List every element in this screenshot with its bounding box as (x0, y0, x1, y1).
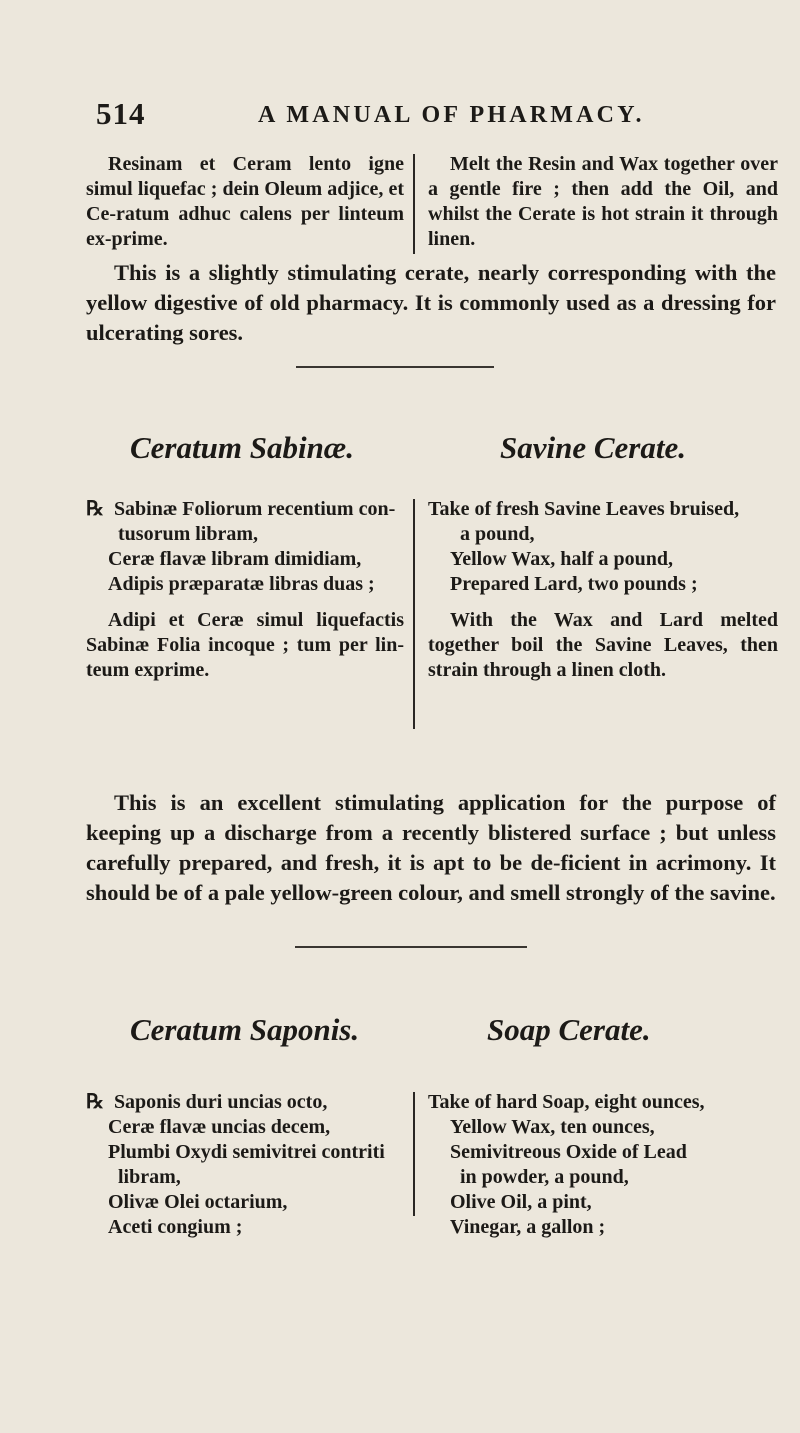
note-paragraph: This is a slightly stimulating cerate, nearly corresponding with the yellow digestive of old pharmacy. It is commonly used as a dressing for ulcerating sores. (86, 260, 776, 345)
ingredient-line: tusorum libram, (118, 523, 258, 545)
column-divider (413, 1092, 415, 1216)
ingredient-line: Semivitreous Oxide of Lead (450, 1141, 687, 1163)
ingredient-line: Ceræ flavæ libram dimidiam, (108, 548, 362, 570)
column-divider (413, 154, 415, 254)
section-title-english: Soap Cerate. (487, 1012, 651, 1047)
resin-cerate-method (86, 152, 776, 258)
recipe-symbol: ℞ (86, 498, 104, 520)
ingredient-line: Vinegar, a gallon ; (450, 1216, 606, 1238)
ingredient-line: Olive Oil, a pint, (450, 1191, 592, 1213)
savine-recipe (86, 497, 776, 757)
ingredient-line: Take of fresh Savine Leaves bruised, (428, 498, 740, 520)
english-ingredients (428, 1090, 778, 1240)
ingredient-line: libram, (118, 1166, 181, 1188)
english-ingredients (428, 497, 778, 683)
page-number: 514 (96, 96, 146, 131)
latin-ingredients (86, 497, 404, 683)
soap-recipe (86, 1090, 776, 1260)
section-rule (296, 366, 494, 368)
section-rule (295, 946, 527, 948)
recipe-symbol: ℞ (86, 1091, 104, 1113)
english-method: With the Wax and Lard melted together boil the Savine Leaves, then strain through a linen cloth. (428, 609, 778, 681)
section-title-english: Savine Cerate. (500, 430, 686, 465)
ingredient-line: Prepared Lard, two pounds ; (450, 573, 698, 595)
ingredient-line: Plumbi Oxydi semivitrei contriti (108, 1141, 385, 1163)
latin-ingredients (86, 1090, 404, 1240)
ingredient-line: Aceti congium ; (108, 1216, 243, 1238)
column-divider (413, 499, 415, 729)
english-method: Melt the Resin and Wax together over a gentle fire ; then add the Oil, and whilst the Cerate is hot strain it through linen. (428, 153, 778, 250)
ingredient-line: in powder, a pound, (460, 1166, 629, 1188)
ingredient-line: Yellow Wax, ten ounces, (450, 1116, 655, 1138)
ingredient-line: Yellow Wax, half a pound, (450, 548, 674, 570)
section-title-latin: Ceratum Sabinæ. (130, 430, 354, 465)
note-paragraph: This is an excellent stimulating application for the purpose of keeping up a discharge from a recently blistered surface ; but unless carefully prepared, and fresh, it is apt to be de-ficient in acrimony. It should be of a pale yellow-green colour, and smell strongly of the savine. (86, 790, 776, 905)
running-title: A MANUAL OF PHARMACY. (258, 102, 645, 128)
page-header (96, 96, 736, 136)
ingredient-line: Adipis præparatæ libras duas ; (108, 573, 375, 595)
ingredient-line: ℞ Saponis duri uncias octo, (86, 1091, 328, 1113)
latin-method: Resinam et Ceram lento igne simul liquefac ; dein Oleum adjice, et Ce-ratum adhuc calens per linteum ex-prime. (86, 153, 404, 250)
ingredient-line: Olivæ Olei octarium, (108, 1191, 288, 1213)
section-title-latin: Ceratum Saponis. (130, 1012, 360, 1047)
ingredient-line: ℞ Sabinæ Foliorum recentium con- (86, 498, 396, 520)
ingredient-line: Ceræ flavæ uncias decem, (108, 1116, 331, 1138)
ingredient-line: a pound, (460, 523, 535, 545)
ingredient-line: Take of hard Soap, eight ounces, (428, 1091, 705, 1113)
latin-method: Adipi et Ceræ simul liquefactis Sabinæ Folia incoque ; tum per lin-teum exprime. (86, 609, 404, 681)
